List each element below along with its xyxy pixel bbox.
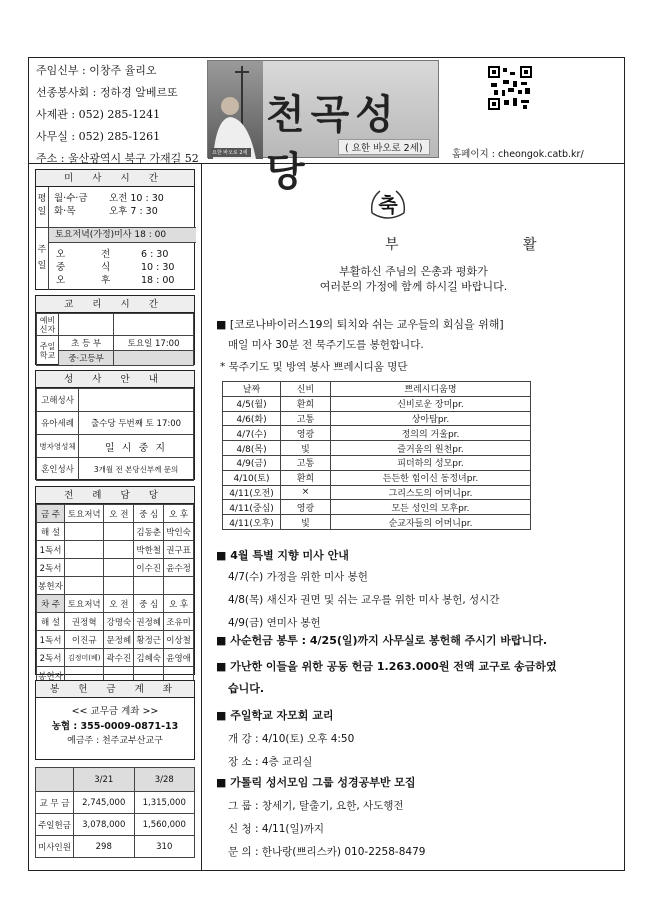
ministry-table bbox=[36, 504, 194, 685]
section-line: 그 룹 : 창세기, 탈출기, 요한, 사도행전 bbox=[228, 800, 404, 812]
schedule-cell: 그리스도의 어머니pr. bbox=[331, 485, 531, 500]
catechism-label: 주일학교 bbox=[37, 336, 59, 366]
ministry-cell: 박한철 bbox=[134, 541, 164, 559]
section-rosary bbox=[216, 316, 621, 374]
section-line: 신 청 : 4/11(일)까지 bbox=[228, 823, 325, 835]
ministry-cell bbox=[65, 541, 104, 559]
schedule-cell: 정의의 거울pr. bbox=[331, 426, 531, 441]
catechism-cell: 토요일 17:00 bbox=[114, 336, 194, 351]
sunday-slot: 오 bbox=[56, 249, 66, 260]
schedule-cell: 빛 bbox=[281, 515, 331, 530]
schedule-head: 신비 bbox=[281, 382, 331, 397]
schedule-cell: 빛 bbox=[281, 441, 331, 456]
ministry-cell: 김정미(베) bbox=[65, 649, 104, 667]
schedule-cell: 영광 bbox=[281, 500, 331, 515]
schedule-cell: 4/11(중심) bbox=[223, 500, 281, 515]
catechism-label: 예비신자 bbox=[37, 314, 59, 336]
weekday-time: 오전 10 : 30 bbox=[109, 193, 164, 204]
ministry-cell: 권구표 bbox=[164, 541, 194, 559]
section-line: 4/8(목) 새신자 권면 및 쉬는 교우를 위한 미사 봉헌, 성시간 bbox=[228, 594, 500, 606]
ministry-cell: 이상철 bbox=[164, 631, 194, 649]
stats-label: 주일헌금 bbox=[36, 814, 74, 836]
section-mothers bbox=[216, 707, 621, 769]
schedule-cell: 4/11(오후) bbox=[223, 515, 281, 530]
catechism-box bbox=[35, 295, 195, 365]
section-line: 장 소 : 4층 교리실 bbox=[228, 756, 313, 768]
greeting-line: 부활하신 주님의 은총과 평화가 bbox=[339, 265, 488, 278]
ministry-cell: 황정근 bbox=[134, 631, 164, 649]
section-line: 습니다. bbox=[228, 682, 265, 695]
contact-info bbox=[36, 60, 199, 170]
ministry-head: 오 전 bbox=[104, 595, 134, 613]
qr-code-icon bbox=[488, 66, 532, 110]
ministry-cell bbox=[104, 577, 134, 595]
schedule-cell: 4/6(화) bbox=[223, 411, 281, 426]
ministry-cell bbox=[104, 523, 134, 541]
ministry-cell: 곽수진 bbox=[104, 649, 134, 667]
rosary-schedule bbox=[222, 381, 531, 530]
column-divider bbox=[201, 163, 202, 871]
sunday-slot: 중 bbox=[56, 262, 66, 273]
sunday-slot2: 전 bbox=[101, 249, 111, 260]
catechism-cell bbox=[114, 314, 194, 336]
schedule-cell: 든든한 힘이신 동정녀pr. bbox=[331, 470, 531, 485]
sunday-mass bbox=[56, 246, 194, 285]
weekday-label: 평일 bbox=[36, 187, 49, 228]
ministry-head: 토요저녁 bbox=[65, 505, 104, 523]
schedule-cell: 4/7(수) bbox=[223, 426, 281, 441]
ministry-head: 중 심 bbox=[134, 595, 164, 613]
homepage-link[interactable]: 홈페이지 : cheongok.catb.kr/ bbox=[452, 149, 584, 160]
stamp-text: 축 bbox=[378, 193, 398, 217]
sunday-slot2: 후 bbox=[101, 275, 111, 286]
info-line: 주소 : 울산광역시 북구 가재길 52 bbox=[36, 152, 199, 165]
catechism-cell: 초 등 부 bbox=[59, 336, 114, 351]
greeting bbox=[206, 264, 621, 294]
schedule-table bbox=[222, 381, 531, 530]
ministry-cell: 봉헌자 bbox=[37, 577, 65, 595]
offering-bank[interactable]: 농협 : 355-0009-0871-13 bbox=[51, 721, 179, 732]
qr-code[interactable] bbox=[488, 66, 532, 110]
ministry-cell: 1독서 bbox=[37, 631, 65, 649]
info-line: 주임신부 : 이창주 율리오 bbox=[36, 64, 157, 77]
catechism-table bbox=[36, 313, 194, 366]
pope-figure bbox=[208, 61, 263, 159]
sacrament-label: 병자영성체 bbox=[37, 435, 79, 458]
stats-label: 미사인원 bbox=[36, 836, 74, 858]
catechism-title: 교 리 시 간 bbox=[36, 296, 194, 313]
ministry-cell: 권정혁 bbox=[65, 613, 104, 631]
sacrament-value: 일 시 중 지 bbox=[79, 435, 194, 458]
ministry-head: 오 전 bbox=[104, 505, 134, 523]
mass-times-title: 미 사 시 간 bbox=[36, 170, 194, 187]
schedule-cell: 신비로운 장미pr. bbox=[331, 396, 531, 411]
stats-value: 2,745,000 bbox=[74, 792, 135, 814]
ministry-cell: 강명숙 bbox=[104, 613, 134, 631]
stats-box bbox=[35, 767, 195, 858]
stats-value: 310 bbox=[134, 836, 195, 858]
ministry-cell: 이수진 bbox=[134, 559, 164, 577]
sunday-time: 10 : 30 bbox=[141, 262, 175, 273]
ministry-head: 오 후 bbox=[164, 505, 194, 523]
stats-label: 교 무 금 bbox=[36, 792, 74, 814]
stats-table bbox=[35, 767, 195, 858]
ministry-head: 오 후 bbox=[164, 595, 194, 613]
sacrament-label: 유아세례 bbox=[37, 412, 79, 435]
schedule-head: 날짜 bbox=[223, 382, 281, 397]
schedule-cell: 순교자들의 어머니pr. bbox=[331, 515, 531, 530]
ministry-cell: 2독서 bbox=[37, 649, 65, 667]
ministry-cell bbox=[104, 559, 134, 577]
section-line: 개 강 : 4/10(토) 오후 4:50 bbox=[228, 733, 355, 745]
ministry-cell: 봉헌자 bbox=[37, 667, 65, 685]
greeting-line: 여러분의 가정에 함께 하시길 바랍니다. bbox=[319, 280, 508, 293]
catechism-cell: 중·고등부 bbox=[59, 351, 114, 366]
sunday-slot: 오 bbox=[56, 275, 66, 286]
schedule-cell: 환희 bbox=[281, 470, 331, 485]
stats-head: 3/21 bbox=[74, 768, 135, 792]
ministry-cell: 이진규 bbox=[65, 631, 104, 649]
ministry-cell bbox=[65, 559, 104, 577]
pope-photo bbox=[208, 61, 263, 159]
ministry-cell bbox=[65, 577, 104, 595]
offering-title: 봉 헌 금 계 좌 bbox=[36, 681, 194, 698]
weekday-time: 오후 7 : 30 bbox=[109, 206, 158, 217]
section-title: ■ 사순헌금 봉투 : 4/25(일)까지 사무실로 봉헌해 주시기 바랍니다. bbox=[216, 634, 548, 647]
stats-value: 1,315,000 bbox=[134, 792, 195, 814]
photo-caption: 요한 바오로 2세 bbox=[212, 150, 248, 156]
sacrament-table bbox=[36, 388, 194, 481]
ministry-cell: 박인숙 bbox=[164, 523, 194, 541]
offering-box bbox=[35, 680, 195, 760]
ministry-head: 금 주 bbox=[37, 505, 65, 523]
schedule-cell: 상아탑pr. bbox=[331, 411, 531, 426]
stats-head: 3/28 bbox=[134, 768, 195, 792]
section-line: 매일 미사 30분 전 묵주기도를 봉헌합니다. bbox=[228, 339, 424, 351]
sacrament-title: 성 사 안 내 bbox=[36, 371, 194, 388]
offering-sub: << 교무금 계좌 >> bbox=[71, 706, 159, 717]
stats-value: 3,078,000 bbox=[74, 814, 135, 836]
section-bible-study bbox=[216, 774, 621, 859]
catechism-cell bbox=[59, 314, 114, 336]
section-title: ■ 4월 특별 지향 미사 안내 bbox=[216, 549, 349, 562]
schedule-cell: 환희 bbox=[281, 396, 331, 411]
stats-value: 298 bbox=[74, 836, 135, 858]
schedule-cell: 4/8(목) bbox=[223, 441, 281, 456]
schedule-cell: 모든 성인의 모후pr. bbox=[331, 500, 531, 515]
section-line: 4/9(금) 연미사 봉헌 bbox=[228, 617, 321, 629]
section-title: ■ 가난한 이들을 위한 공동 헌금 1.263.000원 전액 교구로 송금하였 bbox=[216, 660, 557, 673]
ministry-cell bbox=[104, 541, 134, 559]
ministry-cell: 조유미 bbox=[164, 613, 194, 631]
section-title: ■ 가톨릭 성서모임 그룹 성경공부반 모집 bbox=[216, 776, 416, 789]
section-title: ■ 주일학교 자모회 교리 bbox=[216, 709, 334, 722]
ministry-cell bbox=[164, 577, 194, 595]
sacrament-value: 출수당 두번째 토 17:00 bbox=[79, 412, 194, 435]
sunday-time: 6 : 30 bbox=[141, 249, 169, 260]
weekday-days: 화·목 bbox=[54, 206, 76, 217]
schedule-cell: 고통 bbox=[281, 455, 331, 470]
ministry-cell: 해 설 bbox=[37, 613, 65, 631]
ministry-head: 중 심 bbox=[134, 505, 164, 523]
schedule-cell: × bbox=[281, 485, 331, 500]
schedule-cell: 4/5(월) bbox=[223, 396, 281, 411]
info-line: 선종봉사회 : 정하경 알베르또 bbox=[36, 86, 178, 99]
schedule-cell: 영광 bbox=[281, 426, 331, 441]
offering-holder: 예금주 : 천주교부산교구 bbox=[67, 736, 163, 746]
ministry-title: 전 례 담 당 bbox=[36, 487, 194, 504]
info-line: 사제관 : 052) 285-1241 bbox=[36, 108, 161, 121]
ministry-cell: 김혜숙 bbox=[134, 649, 164, 667]
celebration-stamp bbox=[366, 183, 410, 227]
section-line: 4/7(수) 가정을 위한 미사 봉헌 bbox=[228, 571, 368, 583]
church-title: 천곡성당 bbox=[266, 92, 400, 195]
section-lent-offering bbox=[216, 632, 621, 648]
church-banner bbox=[207, 60, 439, 195]
sacrament-label: 혼인성사 bbox=[37, 458, 79, 481]
section-special-mass bbox=[216, 547, 621, 630]
ministry-head: 차 주 bbox=[37, 595, 65, 613]
schedule-cell: 고통 bbox=[281, 411, 331, 426]
schedule-cell: 피더하의 성모pr. bbox=[331, 455, 531, 470]
ministry-cell bbox=[65, 523, 104, 541]
sunday-label: 주일 bbox=[36, 228, 49, 290]
ministry-cell: 해 설 bbox=[37, 523, 65, 541]
ministry-cell: 김동춘 bbox=[134, 523, 164, 541]
ministry-cell bbox=[134, 577, 164, 595]
section-title: ■ [코로나바이러스19의 퇴치와 쉬는 교우들의 회심을 위해] bbox=[216, 318, 504, 331]
schedule-head: 쁘레시디움명 bbox=[331, 382, 531, 397]
ministry-cell: 윤영애 bbox=[164, 649, 194, 667]
schedule-cell: 4/11(오전) bbox=[223, 485, 281, 500]
schedule-cell: 즐거움의 원천pr. bbox=[331, 441, 531, 456]
stats-value: 1,560,000 bbox=[134, 814, 195, 836]
sunday-slot2: 식 bbox=[101, 262, 111, 273]
ministry-box bbox=[35, 486, 195, 682]
schedule-cell: 4/10(토) bbox=[223, 470, 281, 485]
weekday-days: 월·수·금 bbox=[54, 193, 88, 204]
ministry-cell: 2독서 bbox=[37, 559, 65, 577]
catechism-cell bbox=[114, 351, 194, 366]
section-sub: * 묵주기도 및 방역 봉사 쁘레시디움 명단 bbox=[220, 361, 408, 373]
ministry-head: 토요저녁 bbox=[65, 595, 104, 613]
patron-label: ( 요한 바오로 2세) bbox=[338, 139, 430, 155]
section-common-offering bbox=[216, 658, 621, 696]
info-line: 사무실 : 052) 285-1261 bbox=[36, 130, 161, 143]
main-title: 부 활 bbox=[385, 237, 597, 253]
schedule-cell: 4/9(금) bbox=[223, 455, 281, 470]
ministry-cell: 윤수정 bbox=[164, 559, 194, 577]
sacrament-label: 고해성사 bbox=[37, 389, 79, 412]
sunday-time: 18 : 00 bbox=[141, 275, 175, 286]
ministry-cell: 권정혜 bbox=[134, 613, 164, 631]
ministry-cell: 1독서 bbox=[37, 541, 65, 559]
weekday-mass bbox=[54, 190, 194, 216]
saturday-mass: 토요저녁(가정)미사 18 : 00 bbox=[49, 228, 196, 243]
section-line: 문 의 : 한나랑(쁘리스카) 010-2258-8479 bbox=[228, 846, 426, 858]
sacrament-box bbox=[35, 370, 195, 480]
mass-times-box bbox=[35, 169, 195, 290]
stats-head bbox=[36, 768, 74, 792]
ministry-cell: 문정혜 bbox=[104, 631, 134, 649]
sacrament-value bbox=[79, 389, 194, 412]
sacrament-value: 3개월 전 본당신부께 문의 bbox=[79, 458, 194, 481]
